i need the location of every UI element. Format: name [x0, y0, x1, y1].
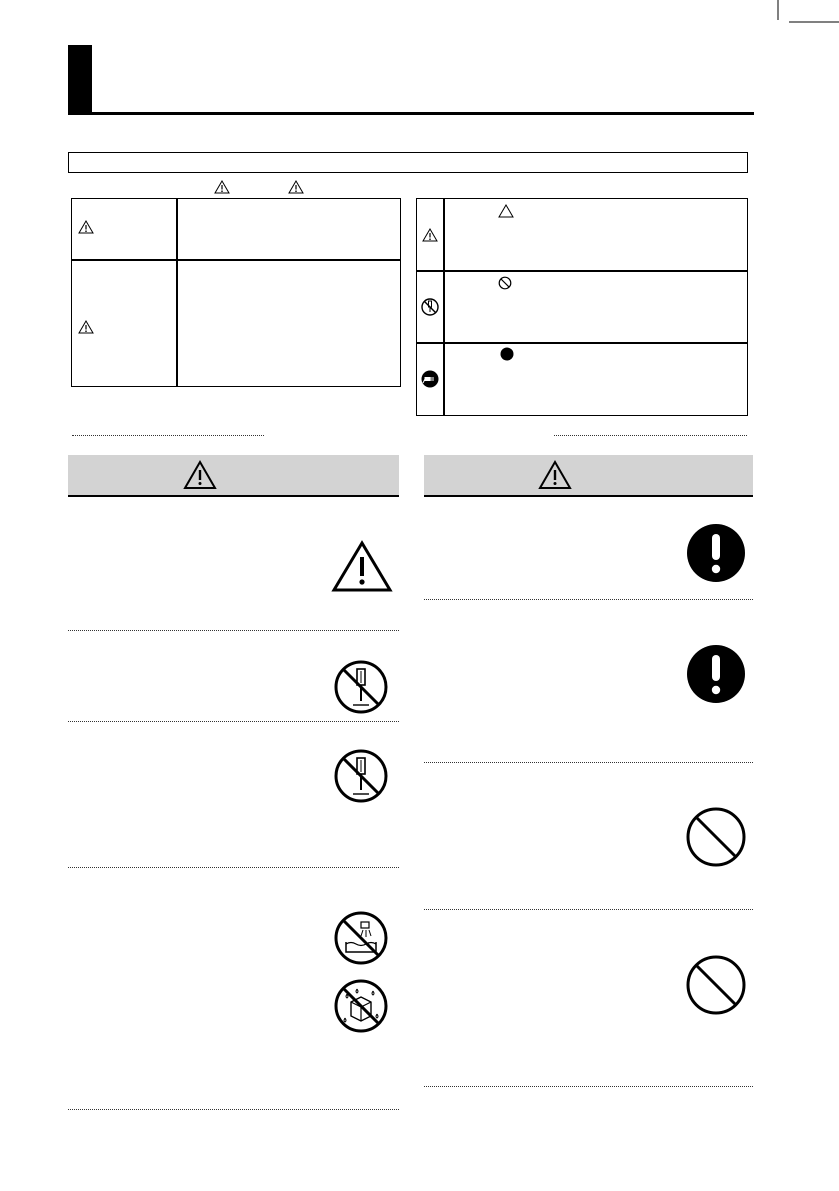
- crop-marks: [0, 0, 839, 30]
- warning-separator: [68, 1109, 399, 1110]
- warning-triangle-icon: [183, 460, 217, 490]
- do-not-disassemble-small-icon: [421, 298, 439, 316]
- title-rule: [68, 112, 754, 115]
- prohibition-icon: [685, 954, 747, 1016]
- do-not-disassemble-icon: [333, 748, 389, 804]
- prohibition-icon: [685, 806, 747, 868]
- legend-right-divider-h2: [416, 342, 748, 344]
- no-water-splash-icon: [333, 910, 389, 966]
- small-warning-triangle-icon: [78, 220, 94, 234]
- no-moisture-icon: [333, 978, 389, 1034]
- legend-right-divider-v: [443, 198, 445, 416]
- title-block: [68, 45, 92, 115]
- caution-header-bar: [424, 455, 753, 497]
- warning-header-bar: [68, 455, 399, 497]
- filled-circle-symbol: [500, 347, 514, 361]
- right-caption-rule: [554, 435, 747, 436]
- warning-triangle-icon: [538, 460, 572, 490]
- small-warning-triangle-icon: [288, 180, 304, 194]
- warning-triangle-icon: [331, 540, 393, 592]
- unplug-small-icon: [421, 370, 439, 388]
- caution-separator: [424, 762, 753, 763]
- circle-slash-symbol: [498, 276, 512, 290]
- mandatory-action-icon: [686, 644, 746, 704]
- warning-separator: [68, 630, 399, 631]
- small-warning-triangle-icon: [214, 180, 230, 194]
- triangle-outline-symbol: [498, 204, 514, 218]
- caution-separator: [424, 909, 753, 910]
- legend-left-divider-v: [176, 198, 178, 387]
- do-not-disassemble-icon: [333, 659, 389, 715]
- caution-separator: [424, 599, 753, 600]
- small-warning-triangle-icon: [78, 320, 94, 334]
- warning-separator: [68, 721, 399, 722]
- small-warning-triangle-icon: [422, 228, 438, 242]
- legend-table-right: [416, 198, 748, 416]
- warning-separator: [68, 867, 399, 868]
- section-heading-box: [68, 152, 748, 173]
- mandatory-action-icon: [686, 523, 746, 583]
- legend-right-divider-h1: [416, 270, 748, 272]
- legend-left-divider-h: [71, 259, 401, 261]
- left-caption-rule: [72, 435, 264, 436]
- caution-separator: [424, 1086, 753, 1087]
- legend-table-left: [71, 198, 401, 387]
